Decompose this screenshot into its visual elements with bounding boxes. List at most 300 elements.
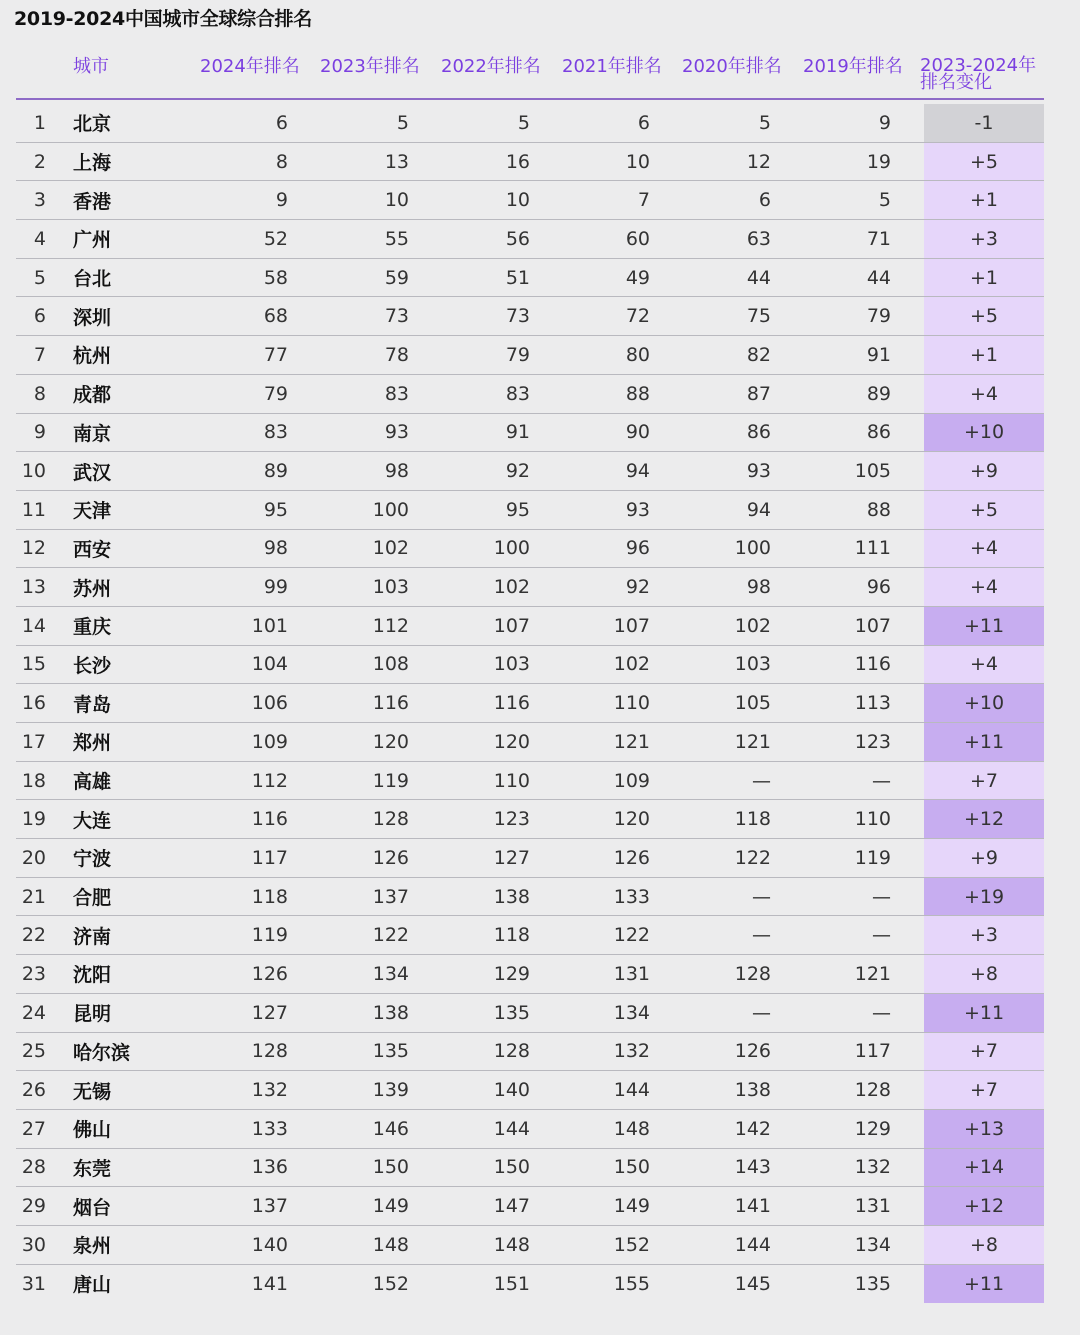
row-index: 14: [21, 614, 46, 637]
rank-2020: 121: [734, 730, 771, 753]
rank-change: +7: [924, 1033, 1044, 1071]
rank-2019: 86: [866, 421, 891, 444]
rank-2019: 44: [866, 266, 891, 289]
row-index: 4: [33, 227, 46, 250]
rank-2020: 144: [734, 1233, 771, 1256]
rank-2024: 128: [251, 1040, 288, 1063]
rank-change: +10: [924, 684, 1044, 722]
header-change: [920, 57, 1036, 91]
rank-2024: 95: [263, 498, 288, 521]
city-name: 宁波: [73, 848, 112, 871]
rank-2024: 101: [251, 614, 288, 637]
rank-2019: 134: [854, 1233, 891, 1256]
rank-2019: 5: [878, 189, 891, 212]
rank-change: +9: [924, 452, 1044, 490]
table-row: [16, 1110, 1044, 1149]
rank-2022: 116: [493, 692, 530, 715]
rank-change: +4: [924, 375, 1044, 413]
rank-2022: 127: [493, 846, 530, 869]
city-name: 大连: [73, 809, 112, 832]
row-index: 16: [21, 692, 46, 715]
rank-2020: 100: [734, 537, 771, 560]
rank-2020: 103: [734, 653, 771, 676]
rank-2020: 94: [746, 498, 771, 521]
rank-2021: 144: [613, 1079, 650, 1102]
row-index: 28: [21, 1156, 46, 1179]
rank-2019: —: [872, 885, 891, 908]
row-index: 5: [33, 266, 46, 289]
rank-2022: 95: [505, 498, 530, 521]
rank-2023: 116: [372, 692, 409, 715]
table-row: [16, 646, 1044, 685]
rank-2023: 83: [384, 382, 409, 405]
rank-2023: 10: [384, 189, 409, 212]
rank-2020: 86: [746, 421, 771, 444]
rank-2021: 131: [613, 962, 650, 985]
rank-2021: 155: [613, 1272, 650, 1295]
rank-change: +14: [924, 1149, 1044, 1187]
row-index: 12: [21, 537, 46, 560]
rank-2019: 89: [866, 382, 891, 405]
rank-change: +12: [924, 1187, 1044, 1225]
rank-2019: 132: [854, 1156, 891, 1179]
rank-2024: 6: [275, 111, 288, 134]
rank-2024: 116: [251, 808, 288, 831]
table-title: 2019-2024中国城市全球综合排名: [14, 8, 312, 30]
rank-2021: 148: [613, 1117, 650, 1140]
city-name: 苏州: [73, 577, 112, 600]
rank-2021: 92: [625, 576, 650, 599]
rank-2019: 116: [854, 653, 891, 676]
rank-2021: 107: [613, 614, 650, 637]
rank-2020: 126: [734, 1040, 771, 1063]
rank-2023: 112: [372, 614, 409, 637]
row-index: 15: [21, 653, 46, 676]
rank-change: +11: [924, 994, 1044, 1032]
rank-2021: 102: [613, 653, 650, 676]
rank-change: +10: [924, 414, 1044, 452]
rank-2022: 103: [493, 653, 530, 676]
rank-2024: 106: [251, 692, 288, 715]
rank-2024: 9: [275, 189, 288, 212]
city-name: 郑州: [73, 732, 112, 755]
rank-2020: 105: [734, 692, 771, 715]
rank-2020: 138: [734, 1079, 771, 1102]
rank-2020: 143: [734, 1156, 771, 1179]
city-name: 东莞: [73, 1157, 112, 1180]
table-row: [16, 916, 1044, 955]
city-name: 合肥: [73, 887, 112, 910]
rank-2019: 119: [854, 846, 891, 869]
rank-2022: 118: [493, 924, 530, 947]
rank-2024: 89: [263, 460, 288, 483]
rank-change: -1: [924, 104, 1044, 142]
row-index: 20: [21, 846, 46, 869]
rank-2024: 8: [275, 150, 288, 173]
table-row: [16, 1071, 1044, 1110]
rank-2023: 139: [372, 1079, 409, 1102]
table-body: [16, 104, 1044, 1303]
rank-2022: 151: [493, 1272, 530, 1295]
rank-2022: 110: [493, 769, 530, 792]
rank-2024: 77: [263, 343, 288, 366]
city-name: 泉州: [73, 1235, 112, 1258]
rank-2022: 135: [493, 1001, 530, 1024]
row-index: 31: [21, 1272, 46, 1295]
rank-2021: 149: [613, 1195, 650, 1218]
rank-2019: 113: [854, 692, 891, 715]
table-row: [16, 297, 1044, 336]
rank-2022: 10: [505, 189, 530, 212]
city-name: 武汉: [73, 461, 112, 484]
city-name: 高雄: [73, 771, 112, 794]
rank-2023: 137: [372, 885, 409, 908]
city-name: 天津: [73, 500, 112, 523]
rank-2019: 96: [866, 576, 891, 599]
table-header: [16, 56, 1044, 100]
table-row: [16, 452, 1044, 491]
rank-change: +8: [924, 955, 1044, 993]
rank-2021: 72: [625, 305, 650, 328]
rank-2021: 126: [613, 846, 650, 869]
rank-change: +1: [924, 259, 1044, 297]
rank-2022: 140: [493, 1079, 530, 1102]
rank-2023: 134: [372, 962, 409, 985]
rank-2024: 119: [251, 924, 288, 947]
city-name: 成都: [73, 384, 112, 407]
row-index: 27: [21, 1117, 46, 1140]
table-row: [16, 530, 1044, 569]
row-index: 3: [33, 189, 46, 212]
table-row: [16, 955, 1044, 994]
rank-change: +4: [924, 530, 1044, 568]
rank-change: +4: [924, 568, 1044, 606]
rank-2024: 98: [263, 537, 288, 560]
rank-change: +1: [924, 336, 1044, 374]
rank-2019: 88: [866, 498, 891, 521]
rank-change: +4: [924, 646, 1044, 684]
rank-change: +12: [924, 800, 1044, 838]
rank-2020: —: [752, 924, 771, 947]
rank-2021: 152: [613, 1233, 650, 1256]
rank-2019: 121: [854, 962, 891, 985]
rank-2021: 80: [625, 343, 650, 366]
rank-2024: 117: [251, 846, 288, 869]
rank-2022: 51: [505, 266, 530, 289]
city-name: 长沙: [73, 654, 112, 677]
rank-2019: 111: [854, 537, 891, 560]
rank-2022: 129: [493, 962, 530, 985]
rank-2022: 5: [517, 111, 530, 134]
rank-2023: 119: [372, 769, 409, 792]
header-2024: 2024年排名: [200, 56, 300, 77]
rank-2023: 122: [372, 924, 409, 947]
rank-2020: 128: [734, 962, 771, 985]
rank-2024: 79: [263, 382, 288, 405]
row-index: 22: [21, 924, 46, 947]
row-index: 23: [21, 962, 46, 985]
rank-2020: 6: [758, 189, 771, 212]
rank-2020: 141: [734, 1195, 771, 1218]
table-row: [16, 336, 1044, 375]
rank-2023: 55: [384, 227, 409, 250]
rank-2023: 128: [372, 808, 409, 831]
rank-2023: 120: [372, 730, 409, 753]
table-row: [16, 181, 1044, 220]
rank-2020: 87: [746, 382, 771, 405]
header-2023: 2023年排名: [320, 56, 420, 77]
row-index: 10: [21, 460, 46, 483]
city-name: 沈阳: [73, 964, 112, 987]
rank-2024: 140: [251, 1233, 288, 1256]
row-index: 13: [21, 576, 46, 599]
rank-change: +11: [924, 1265, 1044, 1304]
rank-2019: 131: [854, 1195, 891, 1218]
row-index: 24: [21, 1001, 46, 1024]
rank-2023: 126: [372, 846, 409, 869]
rank-2020: 82: [746, 343, 771, 366]
rank-2024: 104: [251, 653, 288, 676]
city-name: 昆明: [73, 1003, 112, 1026]
rank-2019: 71: [866, 227, 891, 250]
rank-change: +5: [924, 297, 1044, 335]
rank-2019: —: [872, 924, 891, 947]
rank-2023: 93: [384, 421, 409, 444]
rank-2019: 107: [854, 614, 891, 637]
rank-change: +1: [924, 181, 1044, 219]
rank-2024: 132: [251, 1079, 288, 1102]
rank-2021: 6: [637, 111, 650, 134]
rank-2021: 134: [613, 1001, 650, 1024]
city-name: 哈尔滨: [73, 1041, 131, 1064]
rank-change: +3: [924, 220, 1044, 258]
rank-2020: —: [752, 769, 771, 792]
rank-2021: 96: [625, 537, 650, 560]
rank-2020: 102: [734, 614, 771, 637]
rank-2022: 91: [505, 421, 530, 444]
header-divider: [16, 98, 1044, 100]
rank-2021: 88: [625, 382, 650, 405]
rank-change: +8: [924, 1226, 1044, 1264]
row-index: 11: [21, 498, 46, 521]
rank-2024: 137: [251, 1195, 288, 1218]
table-row: [16, 491, 1044, 530]
rank-2021: 132: [613, 1040, 650, 1063]
rank-2022: 120: [493, 730, 530, 753]
row-index: 7: [33, 343, 46, 366]
rank-2021: 109: [613, 769, 650, 792]
rank-2019: 128: [854, 1079, 891, 1102]
rank-change: +13: [924, 1110, 1044, 1148]
rank-2020: 145: [734, 1272, 771, 1295]
rank-2023: 59: [384, 266, 409, 289]
rank-2023: 150: [372, 1156, 409, 1179]
header-2022: 2022年排名: [441, 56, 541, 77]
rank-2022: 144: [493, 1117, 530, 1140]
rank-2021: 121: [613, 730, 650, 753]
header-2020: 2020年排名: [682, 56, 782, 77]
table-row: [16, 1149, 1044, 1188]
table-row: [16, 723, 1044, 762]
rank-2022: 73: [505, 305, 530, 328]
city-name: 烟台: [73, 1196, 112, 1219]
rank-change: +11: [924, 723, 1044, 761]
rank-2022: 138: [493, 885, 530, 908]
rank-2023: 138: [372, 1001, 409, 1024]
rank-2024: 68: [263, 305, 288, 328]
table-row: [16, 1033, 1044, 1072]
table-row: [16, 1226, 1044, 1265]
table-row: [16, 414, 1044, 453]
table-row: [16, 839, 1044, 878]
rank-2021: 133: [613, 885, 650, 908]
table-row: [16, 375, 1044, 414]
rank-2019: 135: [854, 1272, 891, 1295]
rank-change: +7: [924, 762, 1044, 800]
city-name: 北京: [73, 113, 112, 136]
city-name: 杭州: [73, 345, 112, 368]
table-row: [16, 259, 1044, 298]
rank-change: +5: [924, 491, 1044, 529]
rank-2020: 63: [746, 227, 771, 250]
rank-2023: 5: [396, 111, 409, 134]
rank-2022: 123: [493, 808, 530, 831]
rank-2024: 109: [251, 730, 288, 753]
rank-2022: 92: [505, 460, 530, 483]
rank-2022: 56: [505, 227, 530, 250]
rank-2024: 83: [263, 421, 288, 444]
table-row: [16, 1265, 1044, 1304]
rank-2022: 83: [505, 382, 530, 405]
city-name: 深圳: [73, 306, 112, 329]
rank-2023: 108: [372, 653, 409, 676]
header-change-line1: 2023-2024年: [920, 55, 1037, 76]
city-name: 南京: [73, 422, 112, 445]
table-row: [16, 762, 1044, 801]
rank-2020: 12: [746, 150, 771, 173]
city-name: 台北: [73, 268, 112, 291]
row-index: 9: [33, 421, 46, 444]
rank-2019: 91: [866, 343, 891, 366]
table-row: [16, 994, 1044, 1033]
rank-2022: 16: [505, 150, 530, 173]
rank-2024: 133: [251, 1117, 288, 1140]
header-city: 城市: [73, 56, 109, 77]
row-index: 1: [33, 111, 46, 134]
rank-2019: —: [872, 769, 891, 792]
rank-2019: 110: [854, 808, 891, 831]
rank-2023: 146: [372, 1117, 409, 1140]
rank-2019: —: [872, 1001, 891, 1024]
table-row: [16, 684, 1044, 723]
row-index: 2: [33, 150, 46, 173]
city-name: 广州: [73, 229, 112, 252]
rank-2020: 142: [734, 1117, 771, 1140]
rank-2023: 73: [384, 305, 409, 328]
rank-2023: 13: [384, 150, 409, 173]
rank-2021: 60: [625, 227, 650, 250]
rank-2019: 19: [866, 150, 891, 173]
rank-2024: 112: [251, 769, 288, 792]
rank-2024: 58: [263, 266, 288, 289]
table-row: [16, 607, 1044, 646]
rank-2020: 75: [746, 305, 771, 328]
rank-change: +19: [924, 878, 1044, 916]
rank-2021: 90: [625, 421, 650, 444]
rank-2021: 120: [613, 808, 650, 831]
city-name: 无锡: [73, 1080, 112, 1103]
city-name: 济南: [73, 925, 112, 948]
rank-2022: 147: [493, 1195, 530, 1218]
table-row: [16, 1187, 1044, 1226]
rank-2019: 105: [854, 460, 891, 483]
rank-2022: 100: [493, 537, 530, 560]
rank-2022: 150: [493, 1156, 530, 1179]
rank-2021: 93: [625, 498, 650, 521]
rank-2023: 148: [372, 1233, 409, 1256]
rank-2021: 150: [613, 1156, 650, 1179]
row-index: 25: [21, 1040, 46, 1063]
rank-2019: 129: [854, 1117, 891, 1140]
rank-2023: 100: [372, 498, 409, 521]
row-index: 6: [33, 305, 46, 328]
row-index: 17: [21, 730, 46, 753]
row-index: 29: [21, 1195, 46, 1218]
rank-2024: 118: [251, 885, 288, 908]
rank-2023: 135: [372, 1040, 409, 1063]
rank-2020: 5: [758, 111, 771, 134]
city-name: 佛山: [73, 1119, 112, 1142]
rank-2020: 44: [746, 266, 771, 289]
rank-2024: 141: [251, 1272, 288, 1295]
rank-2020: —: [752, 885, 771, 908]
rank-2019: 79: [866, 305, 891, 328]
row-index: 26: [21, 1079, 46, 1102]
city-name: 重庆: [73, 616, 112, 639]
row-index: 21: [21, 885, 46, 908]
rank-2021: 10: [625, 150, 650, 173]
rank-2022: 128: [493, 1040, 530, 1063]
rank-2023: 98: [384, 460, 409, 483]
rank-2024: 126: [251, 962, 288, 985]
rank-2022: 79: [505, 343, 530, 366]
rank-2019: 9: [878, 111, 891, 134]
rank-change: +3: [924, 916, 1044, 954]
row-index: 8: [33, 382, 46, 405]
city-name: 上海: [73, 152, 112, 175]
rank-2023: 102: [372, 537, 409, 560]
table-row: [16, 104, 1044, 143]
header-2021: 2021年排名: [562, 56, 662, 77]
table-row: [16, 800, 1044, 839]
rank-2020: 118: [734, 808, 771, 831]
rank-2021: 110: [613, 692, 650, 715]
table-row: [16, 220, 1044, 259]
rank-2024: 99: [263, 576, 288, 599]
rank-2023: 152: [372, 1272, 409, 1295]
rank-2024: 52: [263, 227, 288, 250]
rank-2022: 107: [493, 614, 530, 637]
table-row: [16, 878, 1044, 917]
rank-change: +5: [924, 143, 1044, 181]
rank-2023: 103: [372, 576, 409, 599]
table-row: [16, 568, 1044, 607]
row-index: 19: [21, 808, 46, 831]
city-name: 香港: [73, 190, 112, 213]
rank-change: +11: [924, 607, 1044, 645]
rank-2020: 98: [746, 576, 771, 599]
rank-2020: —: [752, 1001, 771, 1024]
